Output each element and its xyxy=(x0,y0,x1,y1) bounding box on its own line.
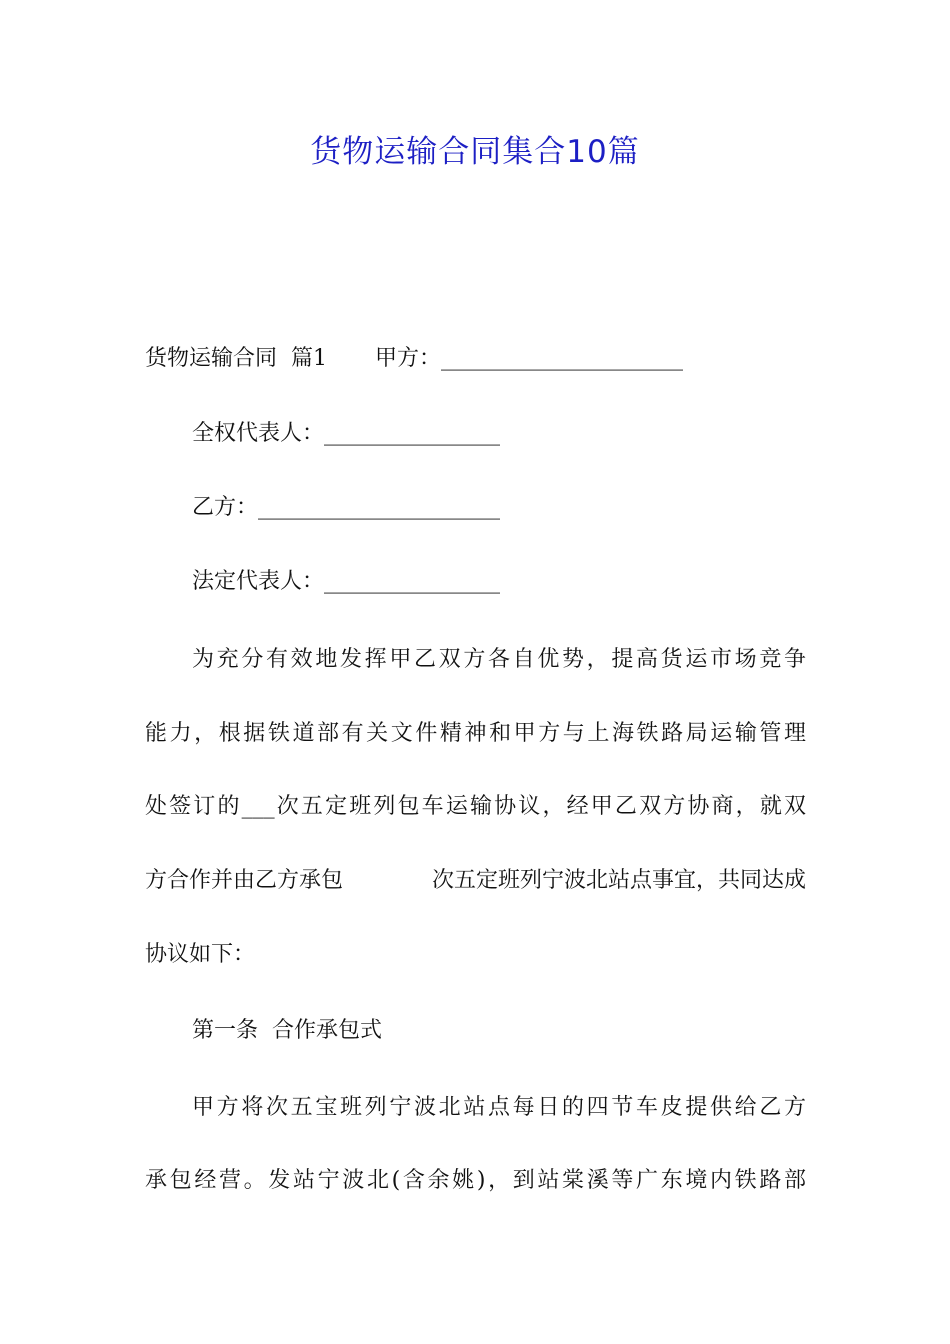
article-1-line-1: 甲方将次五宝班列宁波北站点每日的四节车皮提供给乙方 xyxy=(192,1095,806,1120)
contract-heading-line xyxy=(145,339,683,379)
contract-heading: 货物运输合同 xyxy=(145,346,278,371)
preamble-line-1: 为充分有效地发挥甲乙双方各自优势，提高货运市场竞争 xyxy=(192,647,806,672)
party-b-field: 乙方：______________________ xyxy=(192,495,501,520)
preamble-line-4a: 方合作并由乙方承包 xyxy=(145,868,344,893)
legal-rep-field: 法定代表人：________________ xyxy=(192,569,501,594)
preamble-line-5: 协议如下： xyxy=(145,942,256,967)
preamble-line-3: 处签订的___次五定班列包车运输协议，经甲乙双方协商，就双 xyxy=(145,794,806,819)
preamble-line-2: 能力，根据铁道部有关文件精神和甲方与上海铁路局运输管理 xyxy=(145,721,806,746)
preamble-line-4b: 次五定班列宁波北站点事宜，共同达成 xyxy=(431,868,806,893)
authorized-rep-field: 全权代表人：________________ xyxy=(192,421,501,446)
article-1-heading: 第一条 合作承包式 xyxy=(192,1018,382,1043)
document-title: 货物运输合同集合10篇 xyxy=(310,134,640,170)
party-a-field: 甲方：______________________ xyxy=(375,346,684,371)
article-1-line-2: 承包经营。发站宁波北(含余姚)，到站棠溪等广东境内铁路部 xyxy=(145,1168,806,1193)
preamble-line-4 xyxy=(145,861,806,901)
contract-part: 篇1 xyxy=(291,346,328,371)
